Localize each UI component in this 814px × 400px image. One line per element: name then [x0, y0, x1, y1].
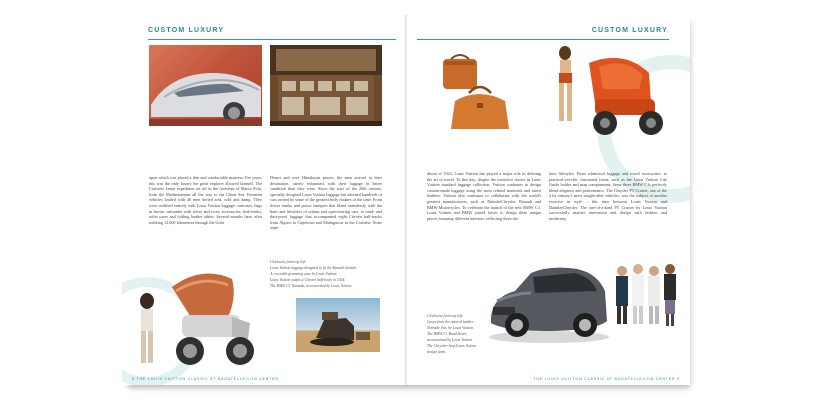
right-page: [407, 15, 690, 385]
left-page-header: CUSTOM LUXURY: [148, 27, 225, 34]
design-team-photo: [612, 255, 678, 329]
caption-line: The Chrysler-Jeep/Louis Vuitton design team.: [427, 344, 477, 354]
left-text-column-2: Desert and over Himalayan passes, the men arrived at their destination, utterly exhausted, with their luggage in better condition than they were. Since the start of the 20th century, specially designed Louis Vuitton luggage has adorned hundreds of cars owned by some of the greatest body makers of the time. From driver trunks and picnic hampers that blend seamlessly with the lines and lifestyles of sedans and open-touring cars, to sand- and dust-proof luggage that accompanied eight Citroën half-tracks from Algiers to Capetown and Madagascar in the Croisière Noire expe-: [270, 175, 382, 231]
left-page-footer: 8 THE LOUIS VUITTON CLASSIC AT BAGATELLE/LON CENTER: [132, 377, 279, 381]
citroen-half-track-photo: [296, 298, 380, 352]
left-page: [122, 15, 405, 385]
caption-line: Clockwise from top left:: [270, 260, 307, 264]
caption-line: A crocodile grooming case by Louis Vuitton.: [270, 272, 338, 276]
right-header-rule: [417, 39, 669, 40]
left-text-column-1: upon which was placed a thin and comfortable mattress. For years, this was the only luxury the great explorer allowed himself. The Croisière Jaune expedition set off in the footsteps of Marco Polo, from the Mediterranean all the way to the China Sea. Fourteen vehicles loaded with 40 men defied arid, cold and damp. They were outfitted entirely with Louis Vuitton luggage: suitcases, bags in brown vuittonite with silver and ivory accessories, bed-trunks, toilet cases and folding leather tables. Several months later, after trekking 12,000 kilometres through the Gobi: [149, 175, 262, 225]
caption-line: Clockwise from top left:: [427, 314, 464, 318]
magazine-spread: [122, 15, 690, 385]
left-header-rule: [148, 39, 396, 40]
caption-line: Cases from the natural leather Nomade line, by Louis Vuitton.: [427, 320, 474, 330]
crocodile-grooming-case-photo: [270, 45, 382, 126]
renault-initiale-photo: [149, 45, 262, 126]
right-captions: [427, 313, 483, 355]
caption-line: Louis Vuitton luggage designed to fit the Renault Initiale.: [270, 266, 358, 270]
caption-line: The BMW C1 Bund Street, accessorized by Louis Vuitton.: [427, 332, 474, 342]
right-text-column-2: tinct lifestyles. From whimsical luggage and travel accessories, to practical-yet-chic functional items, such as the Louis Vuitton City Guide holder and map compartment, these three BMW C1s perfectly blend elegance and performance. The Chrysler PT Cruiser, one of the 21st century's most sought-after vehicles, was the subject of another exercise in style – this time between Louis Vuitton and DaimlerChrysler. The one-of-a-kind PT Cruiser by Louis Vuitton successfully marries innovation and design with fashion and modernity.: [549, 171, 667, 221]
bmw-c1-bund-street-photo: [539, 43, 667, 139]
right-page-header: CUSTOM LUXURY: [591, 27, 668, 34]
caption-line: Louis Vuitton outfits a Citroen half-track in 1924.: [270, 278, 346, 282]
bmw-c1-nomade-photo: [132, 257, 257, 375]
right-page-footer: THE LOUIS VUITTON CLASSIC AT BAGATELLE/LON CENTER 9: [533, 377, 680, 381]
nomade-leather-cases-photo: [435, 53, 523, 133]
right-text-column-1: dition of 1924, Louis Vuitton has played a major role in defining the art of travel. To this day, despite the extensive choice in Louis Vuitton standard luggage collection, Vuitton continues to design custom-made luggage using the most refined materials and rarest leathers. Vuitton also continues to collaborate with the world's greatest manufacturers, such as DaimlerChrysler, Renault and BMW Motorcycles. To celebrate the launch of the new BMW C1, Louis Vuitton and BMW joined forces to design three unique pieces featuring different interiors, reflecting three dis-: [427, 171, 541, 221]
pt-cruiser-photo: [485, 251, 611, 347]
caption-line: The BMW C1 Nomade, accessorized by Louis Vuitton.: [270, 284, 353, 288]
left-captions: [270, 259, 382, 289]
